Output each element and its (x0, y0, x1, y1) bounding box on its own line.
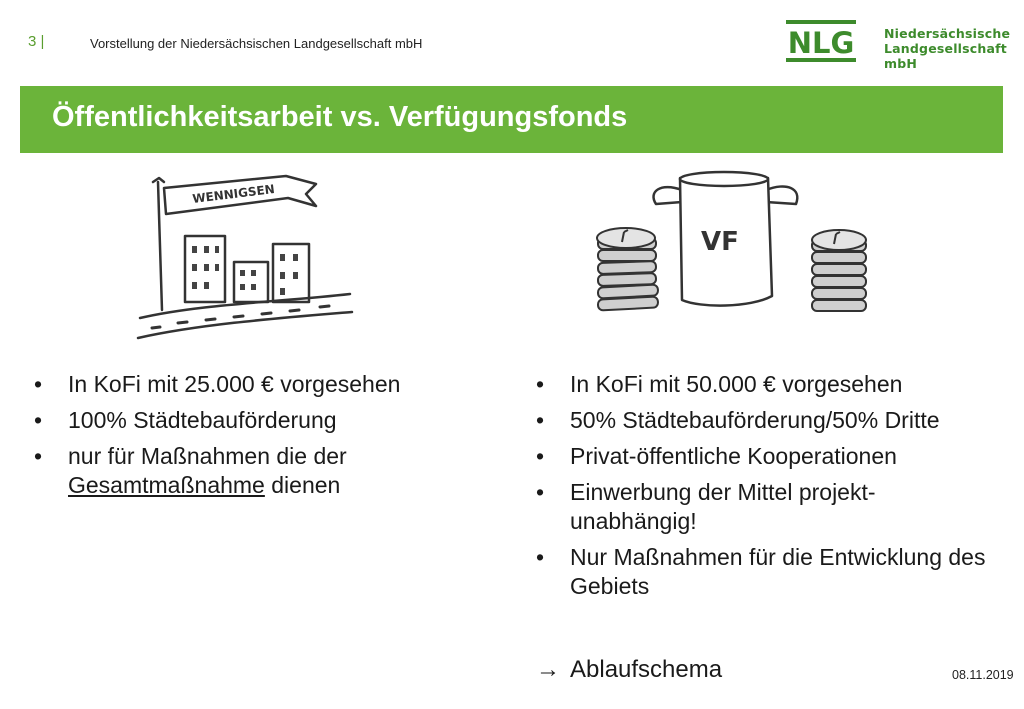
slide-date: 08.11.2019 (952, 668, 1014, 682)
list-item (532, 406, 1002, 435)
list-item (532, 543, 1002, 601)
title-bar (20, 86, 1003, 153)
list-item-text: In KoFi mit 25.000 € vorgesehen (68, 371, 401, 397)
list-item (532, 478, 1002, 536)
list-item (532, 442, 1002, 471)
ablaufschema-link (536, 656, 722, 684)
page-number: 3 | (28, 33, 45, 50)
arrow-right-icon: → (536, 656, 560, 683)
list-item-text: 100% Städtebauförderung (68, 407, 337, 433)
logo-company-name (884, 26, 1024, 71)
list-item-underlined: Gesamtmaßnahme (68, 472, 265, 498)
pot-text: VF (701, 227, 739, 257)
slide-title: Öffentlichkeitsarbeit vs. Verfügungsfonds (52, 101, 628, 133)
right-bullet-list (532, 370, 1002, 608)
list-item-text: Nur Maßnahmen für die Entwicklung des Gebiets (570, 544, 986, 599)
header-subtitle: Vorstellung der Niedersächsischen Landgesellschaft mbH (90, 36, 423, 51)
list-item (30, 370, 480, 399)
left-bullet-list (30, 370, 480, 507)
pot-with-coin-stacks-icon (590, 168, 880, 324)
logo-name-line2: Landgesellschaft mbH (884, 41, 1007, 71)
list-item-text: Einwerbung der Mittel projekt-unabhängig! (570, 479, 876, 534)
nlg-logo-text: NLG (787, 26, 855, 60)
town-sign-buildings-icon (130, 166, 360, 344)
list-item (30, 406, 480, 435)
ablaufschema-text: Ablaufschema (570, 656, 723, 683)
list-item-text: 50% Städtebauförderung/50% Dritte (570, 407, 940, 433)
nlg-logo (786, 20, 856, 62)
list-item-text: Privat-öffentliche Kooperationen (570, 443, 897, 469)
list-item-text-part2: dienen (264, 472, 341, 498)
town-sign-text: WENNIGSEN (191, 182, 276, 207)
list-item-text-part1: nur für Maßnahmen die der (68, 443, 347, 469)
list-item (30, 442, 480, 500)
list-item-text: In KoFi mit 50.000 € vorgesehen (570, 371, 903, 397)
logo-name-line1: Niedersächsische (884, 26, 1011, 41)
list-item (532, 370, 1002, 399)
